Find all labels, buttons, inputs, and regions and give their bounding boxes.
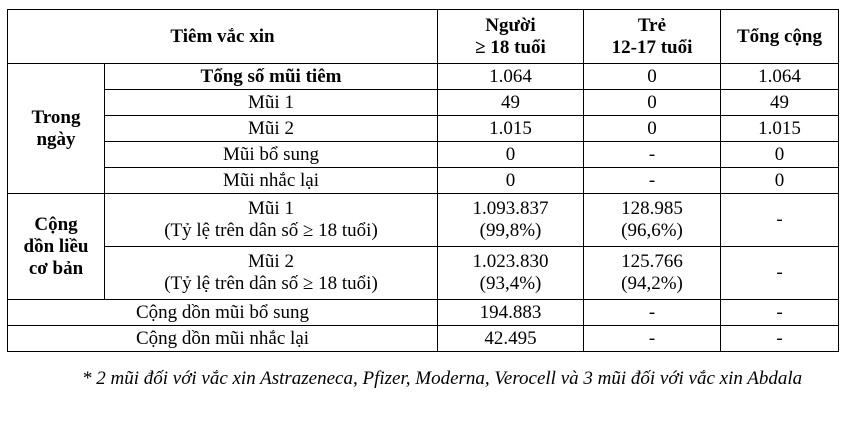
cell-total: 1.015 [721, 116, 839, 142]
table-row [8, 194, 839, 247]
group-label-cumulative-basic [8, 194, 105, 300]
header-row [8, 10, 839, 64]
row-label: Mũi bổ sung [105, 142, 438, 168]
group-label-line: Cộng [34, 213, 78, 235]
row-label: Mũi 1 [105, 90, 438, 116]
cell-total: 0 [721, 142, 839, 168]
cell-teens [584, 247, 721, 300]
group-label-line: cơ bản [28, 257, 84, 279]
cell-adults: 42.495 [438, 326, 584, 352]
header-teens-line1: Trẻ [637, 14, 667, 36]
cell-adults: 0 [438, 142, 584, 168]
header-total: Tổng cộng [721, 10, 839, 64]
cell-adults [438, 194, 584, 247]
group-label-line: ngày [36, 128, 76, 150]
row-label: Cộng dồn mũi bổ sung [8, 300, 438, 326]
cell-total: - [721, 194, 839, 247]
cell-percent: (93,4%) [479, 273, 542, 294]
cell-teens: 0 [584, 90, 721, 116]
cell-total: 1.064 [721, 64, 839, 90]
row-label [105, 247, 438, 300]
table-row [8, 116, 839, 142]
table-row [8, 142, 839, 168]
table-row [8, 326, 839, 352]
table-row [8, 64, 839, 90]
cell-teens: - [584, 168, 721, 194]
cell-adults: 49 [438, 90, 584, 116]
header-adults-line2: ≥ 18 tuổi [475, 36, 546, 58]
cell-teens: - [584, 142, 721, 168]
vaccination-table [7, 9, 839, 352]
footnote: * 2 mũi đối với vắc xin Astrazeneca, Pfizer, Moderna, Verocell và 3 mũi đối với vắc xin Abdala [82, 368, 803, 389]
cell-percent: (99,8%) [479, 220, 542, 241]
row-label: Cộng dồn mũi nhắc lại [8, 326, 438, 352]
group-label-line: Trong [31, 106, 81, 128]
cell-teens: 0 [584, 116, 721, 142]
cell-percent: (96,6%) [621, 220, 683, 241]
cell-adults: 0 [438, 168, 584, 194]
row-label-line2: (Tỷ lệ trên dân số ≥ 18 tuổi) [164, 220, 378, 241]
cell-adults: 1.064 [438, 64, 584, 90]
cell-value: 128.985 [621, 198, 683, 219]
cell-total: 49 [721, 90, 839, 116]
cell-adults: 194.883 [438, 300, 584, 326]
cell-adults [438, 247, 584, 300]
cell-value: 125.766 [621, 251, 683, 272]
cell-value: 1.023.830 [472, 251, 549, 272]
table-row [8, 168, 839, 194]
cell-total: 0 [721, 168, 839, 194]
header-teens [584, 10, 721, 64]
header-adults-line1: Người [485, 14, 536, 36]
header-vaccination: Tiêm vắc xin [8, 10, 438, 64]
group-label-in-day [8, 64, 105, 194]
cell-total: - [721, 326, 839, 352]
header-adults [438, 10, 584, 64]
row-label-line2: (Tỷ lệ trên dân số ≥ 18 tuổi) [164, 273, 378, 294]
table-row [8, 247, 839, 300]
cell-teens: 0 [584, 64, 721, 90]
row-label-line1: Mũi 2 [248, 251, 294, 272]
cell-total: - [721, 247, 839, 300]
header-teens-line2: 12-17 tuổi [611, 36, 693, 58]
table-row [8, 300, 839, 326]
cell-percent: (94,2%) [621, 273, 683, 294]
group-label-line: dồn liều [23, 235, 89, 257]
row-label-line1: Mũi 1 [248, 198, 294, 219]
table-row [8, 90, 839, 116]
cell-teens: - [584, 300, 721, 326]
row-label: Mũi 2 [105, 116, 438, 142]
cell-teens [584, 194, 721, 247]
row-label: Tổng số mũi tiêm [105, 64, 438, 90]
row-label: Mũi nhắc lại [105, 168, 438, 194]
cell-value: 1.093.837 [472, 198, 549, 219]
cell-total: - [721, 300, 839, 326]
cell-adults: 1.015 [438, 116, 584, 142]
row-label [105, 194, 438, 247]
cell-teens: - [584, 326, 721, 352]
